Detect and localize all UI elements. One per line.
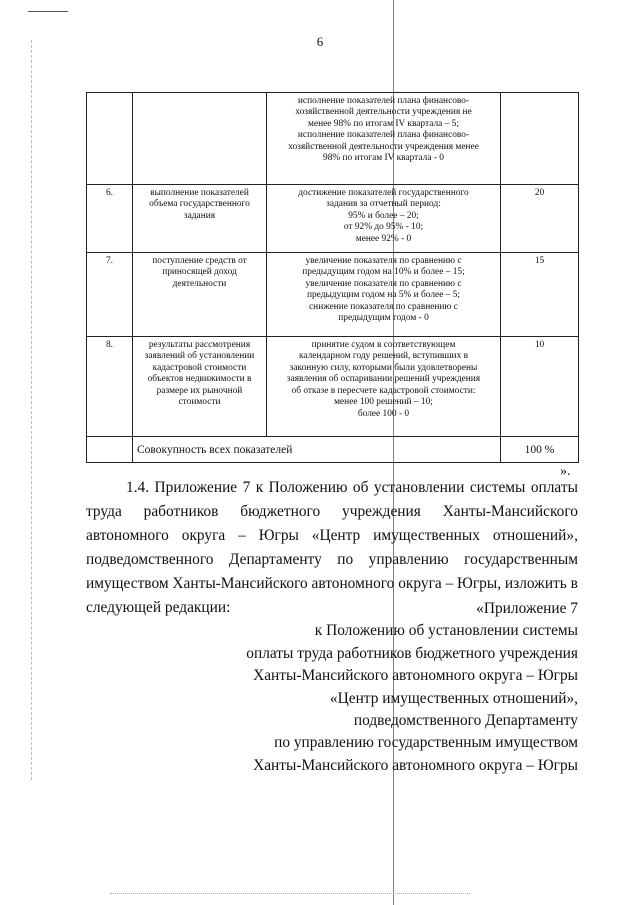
paragraph-line: [86, 500, 578, 524]
paragraph-word: следующей редакции:: [86, 599, 231, 616]
indicator-cell: [133, 253, 267, 337]
indicator-line: объема государственного: [149, 199, 250, 210]
total-label: Совокупность всех показателей: [133, 437, 501, 463]
criterion-cell: [267, 185, 501, 253]
paragraph-word: учреждения: [342, 503, 421, 520]
paragraph-line: [86, 572, 578, 596]
paragraph-word: округа: [181, 527, 226, 544]
criterion-line: увеличение показателя по сравнению с: [305, 278, 462, 289]
paragraph-word: –: [238, 527, 246, 544]
criterion-line: увеличение показателя по сравнению с: [305, 256, 462, 266]
points-cell: [501, 93, 579, 185]
paragraph-line: [86, 476, 578, 500]
indicator-line: результаты рассмотрения: [148, 340, 251, 350]
indicator-cell: [133, 93, 267, 185]
total-row: [87, 437, 579, 463]
indicator-cell: [133, 337, 267, 437]
paragraph-line: [86, 548, 578, 572]
paragraph-word: Положению: [268, 479, 348, 496]
criterion-cell: [267, 337, 501, 437]
paragraph-word: Ханты-Мансийского: [172, 575, 308, 592]
indicator-line: объектов недвижимости в: [147, 374, 252, 385]
criterion-line: предыдущим годом - 0: [338, 313, 429, 324]
appendix-header-line: Ханты-Мансийского автономного округа – Югры: [253, 756, 578, 774]
paragraph-word: подведомственного: [86, 551, 214, 568]
indicator-line: кадастровой стоимости: [152, 362, 247, 373]
appendix-header: [246, 598, 578, 777]
row-number: 7.: [87, 253, 133, 337]
paragraph-line: [86, 524, 578, 548]
criterion-line: задания за отчетный период:: [326, 199, 441, 210]
page-number: 6: [316, 34, 324, 49]
paragraph-word: по: [337, 551, 354, 568]
criterion-line: законную силу, которыми были удовлетворены: [289, 362, 478, 373]
criteria-table: [86, 92, 579, 463]
points-cell: 10: [501, 337, 579, 437]
paragraph-word: труда: [86, 503, 122, 520]
indicator-line: деятельности: [172, 278, 227, 289]
paragraph-word: автономного: [311, 575, 395, 592]
indicator-line: поступление средств от: [152, 256, 247, 266]
indicator-line: стоимости: [178, 397, 221, 408]
indicator-line: приносящей доход: [162, 267, 237, 278]
indicator-line: выполнение показателей: [150, 188, 249, 198]
criterion-line: менее 98% по итогам IV квартала – 5;: [308, 118, 459, 129]
paragraph-word: автономного: [86, 527, 169, 544]
appendix-header-line: к Положению об установлении системы: [314, 622, 578, 640]
table-row: [87, 253, 579, 337]
appendix-header-line: «Центр имущественных отношений»,: [329, 689, 578, 707]
criterion-line: об отказе в пересчете кадастровой стоимости:: [291, 385, 476, 396]
paragraph-word: Приложение: [154, 479, 238, 496]
appendix-header-line: по управлению государственным имуществом: [274, 734, 578, 752]
points-cell: 15: [501, 253, 579, 337]
paragraph-word: имуществом: [86, 575, 169, 592]
criterion-line: от 92% до 95% - 10;: [343, 222, 424, 233]
paragraph-word: округа: [398, 575, 442, 592]
indicator-line: заявлений об установлении: [144, 351, 255, 362]
criterion-line: предыдущим годом на 10% и более – 15;: [302, 267, 465, 278]
paragraph-word: отношений»,: [492, 527, 578, 544]
paragraph-word: оплаты: [530, 479, 578, 496]
table-row-continuation: [87, 93, 579, 185]
appendix-header-line: оплаты труда работников бюджетного учреждения: [246, 644, 578, 662]
table-row: [87, 337, 579, 437]
criterion-line: заявления об оспаривании решений учреждения: [286, 374, 481, 385]
criterion-line: 95% и более – 20;: [348, 210, 419, 221]
paragraph-word: системы: [469, 479, 526, 496]
indicator-line: задания: [183, 210, 216, 221]
paragraph-word: об: [352, 479, 369, 496]
paragraph-word: –: [445, 575, 454, 592]
paragraph-word: государственным: [464, 551, 578, 568]
criterion-line: календарном году решений, вступивших в: [298, 351, 469, 362]
criterion-cell: [267, 93, 501, 185]
appendix-header-line: Ханты-Мансийского автономного округа – Югры: [253, 667, 578, 685]
appendix-header-line: «Приложение 7: [476, 600, 578, 617]
paragraph-word: Югры: [258, 527, 299, 544]
row-number: 8.: [87, 337, 133, 437]
scan-artifact-bottom: [110, 893, 470, 898]
paragraph-word: Ханты-Мансийского: [442, 503, 578, 520]
paragraph-word: работников: [143, 503, 219, 520]
total-value: 100 %: [501, 437, 579, 463]
appendix-header-line: подведомственного Департаменту: [353, 712, 578, 730]
scan-artifact-line: [28, 11, 68, 12]
paragraph-word: 1.4.: [126, 479, 150, 496]
criterion-line: достижение показателей государственного: [298, 188, 469, 198]
paragraph-word: в: [570, 575, 578, 592]
indicator-cell: [133, 185, 267, 253]
table-row: [87, 185, 579, 253]
paragraph-word: бюджетного: [240, 503, 321, 520]
criterion-line: предыдущим годом на 5% и более – 5;: [306, 290, 461, 301]
total-empty-cell: [87, 437, 133, 463]
paragraph-word: имущественных: [373, 527, 480, 544]
number-cell: [87, 93, 133, 185]
paragraph-word: управлению: [368, 551, 449, 568]
row-number: 6.: [87, 185, 133, 253]
paragraph-word: 7: [242, 479, 251, 496]
criterion-line: принятие судом в соответствующем: [311, 340, 456, 350]
criterion-line: более 100 - 0: [357, 408, 410, 419]
paragraph-word: установлении: [373, 479, 465, 496]
criterion-line: исполнение показателей плана финансово-: [297, 130, 470, 141]
paragraph-word: изложить: [504, 575, 567, 592]
criterion-cell: [267, 253, 501, 337]
paragraph-word: Югры,: [457, 575, 502, 592]
paragraph-word: «Центр: [311, 527, 361, 544]
scan-artifact-edge: [31, 40, 33, 780]
points-cell: 20: [501, 185, 579, 253]
criterion-line: хозяйственной деятельности учреждения не: [295, 107, 472, 118]
criterion-line: менее 100 решений – 10;: [334, 397, 433, 408]
paragraph-word: Департаменту: [228, 551, 322, 568]
closing-quote: ».: [560, 464, 571, 479]
criterion-line: хозяйственной деятельности учреждения менее: [288, 141, 479, 152]
paragraph-word: к: [255, 479, 264, 496]
criterion-line: снижение показателя по сравнению с: [309, 301, 458, 312]
criterion-line: менее 92% - 0: [355, 233, 412, 244]
criterion-line: исполнение показателей плана финансово-: [297, 96, 470, 106]
criterion-line: 98% по итогам IV квартала - 0: [323, 153, 444, 164]
indicator-line: размере их рыночной: [156, 385, 243, 396]
